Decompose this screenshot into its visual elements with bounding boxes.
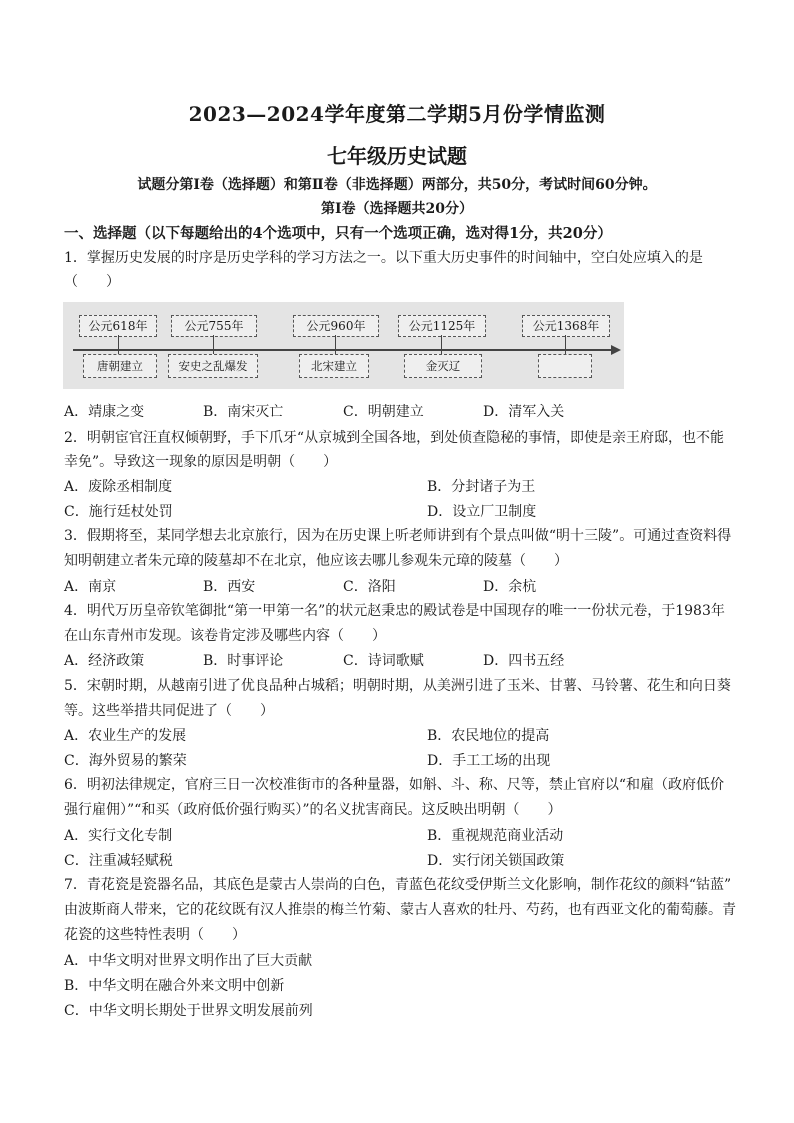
question-2-option-b: B．分封诸子为王 [427,479,536,495]
question-1-line-2: （ ） [64,274,120,290]
timeline-tick [565,335,566,354]
question-6-line-1: 6．明初法律规定，官府三日一次校准街市的各种量器，如斛、斗、称、尺等，禁止官府以“和雇（政府低价 [64,777,725,793]
question-3-option-c: C．洛阳 [343,579,396,595]
exam-instructions: 试题分第Ⅰ卷（选择题）和第Ⅱ卷（非选择题）两部分，共50分，考试时间60分钟。 [137,177,657,193]
question-4-option-c: C．诗词歌赋 [343,653,424,669]
question-5-line-2: 等。这些举措共同促进了（ ） [64,703,274,719]
question-1-option-d: D．清军入关 [483,404,565,420]
exam-title: 2023—2024学年度第二学期5月份学情监测 [188,102,606,126]
timeline-year-2: 公元755年 [171,315,257,337]
question-3-option-b: B．西安 [203,579,256,595]
question-1-option-b: B．南宋灭亡 [203,404,284,420]
question-6-option-d: D．实行闭关锁国政策 [427,853,565,869]
question-6-line-2: 强行雇佣）”“和买（政府低价强行购买）”的名义扰害商民。这反映出明朝（ ） [64,802,562,818]
timeline-event-4: 金灭辽 [404,354,482,378]
question-4-line-1: 4．明代万历皇帝钦笔御批“第一甲第一名”的状元赵秉忠的殿试卷是中国现存的唯一一份状元卷，于1983年 [64,603,725,619]
question-3-line-2: 知明朝建立者朱元璋的陵墓却不在北京，他应该去哪儿参观朱元璋的陵墓（ ） [64,553,568,569]
question-5-line-1: 5．宋朝时期，从越南引进了优良品种占城稻；明朝时期，从美洲引进了玉米、甘薯、马铃薯、花生和向日葵 [64,678,731,694]
question-3-line-1: 3．假期将至，某同学想去北京旅行，因为在历史课上听老师讲到有个景点叫做“明十三陵”。可通过查资料得 [64,528,732,544]
question-2-line-1: 2．明朝宦官汪直权倾朝野，手下爪牙“从京城到全国各地，到处侦查隐秘的事情，即使是亲王府邸，也不能 [64,430,725,446]
timeline-year-5: 公元1368年 [522,315,610,337]
timeline-tick [335,335,336,354]
timeline-axis [73,349,613,351]
timeline-event-1: 唐朝建立 [83,354,157,378]
question-2-line-2: 幸免”。导致这一现象的原因是明朝（ ） [64,454,338,470]
question-4-option-a: A．经济政策 [64,653,145,669]
question-4-option-b: B．时事评论 [203,653,284,669]
timeline-tick [441,335,442,354]
question-7-option-b: B．中华文明在融合外来文明中创新 [64,978,285,994]
exam-subtitle: 七年级历史试题 [327,144,467,168]
question-7-line-3: 花瓷的这些特性表明（ ） [64,927,246,943]
question-5-option-b: B．农民地位的提高 [427,728,550,744]
question-1-option-a: A．靖康之变 [64,404,145,420]
question-6-option-c: C．注重减轻赋税 [64,853,173,869]
question-1-line-1: 1．掌握历史发展的时序是历史学科的学习方法之一。以下重大历史事件的时间轴中，空白处应填入的是 [64,250,703,266]
question-7-line-2: 由波斯商人带来，它的花纹既有汉人推崇的梅兰竹菊、蒙古人喜欢的牡丹、芍药，也有西亚文化的葡萄藤。青 [64,902,736,918]
timeline-event-3: 北宋建立 [299,354,369,378]
question-3-option-d: D．余杭 [483,579,537,595]
timeline-figure [63,302,624,389]
question-2-option-a: A．废除丞相制度 [64,479,173,495]
question-4-line-2: 在山东青州市发现。该卷肯定涉及哪些内容（ ） [64,628,386,644]
question-5-option-a: A．农业生产的发展 [64,728,187,744]
timeline-tick [213,335,214,354]
timeline-year-1: 公元618年 [79,315,157,337]
question-2-option-c: C．施行廷杖处罚 [64,504,173,520]
question-3-option-a: A．南京 [64,579,117,595]
question-4-option-d: D．四书五经 [483,653,565,669]
question-5-option-c: C．海外贸易的繁荣 [64,753,187,769]
timeline-event-blank [538,354,592,378]
question-1-option-c: C．明朝建立 [343,404,424,420]
question-6-option-b: B．重视规范商业活动 [427,828,564,844]
timeline-arrow [611,345,621,355]
question-7-option-c: C．中华文明长期处于世界文明发展前列 [64,1003,313,1019]
question-7-line-1: 7．青花瓷是瓷器名品，其底色是蒙古人崇尚的白色，青蓝色花纹受伊斯兰文化影响，制作花纹的颜料“钴蓝” [64,877,732,893]
question-5-option-d: D．手工工场的出现 [427,753,551,769]
question-7-option-a: A．中华文明对世界文明作出了巨大贡献 [64,953,313,969]
section-heading: 一、选择题（以下每题给出的4个选项中，只有一个选项正确，选对得1分，共20分） [64,225,612,242]
part-heading: 第Ⅰ卷（选择题共20分） [320,201,474,217]
question-6-option-a: A．实行文化专制 [64,828,173,844]
timeline-tick [118,335,119,354]
timeline-year-4: 公元1125年 [398,315,486,337]
timeline-year-3: 公元960年 [293,315,379,337]
question-2-option-d: D．设立厂卫制度 [427,504,537,520]
timeline-event-2: 安史之乱爆发 [168,354,258,378]
